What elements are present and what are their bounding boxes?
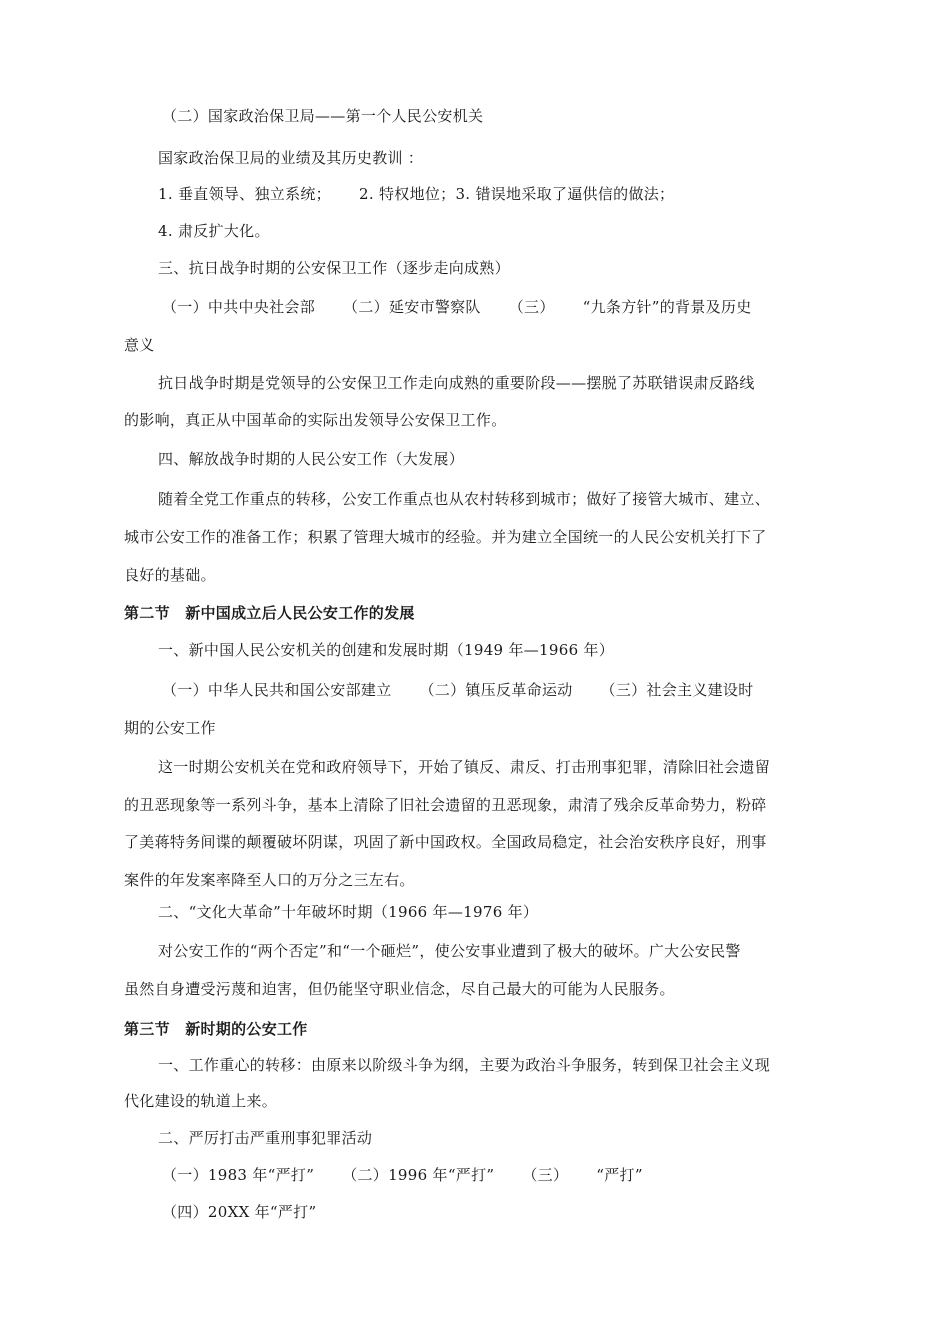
- list-item: 4. 肃反扩大化。: [158, 222, 270, 240]
- section-heading: 四、解放战争时期的人民公安工作（大发展）: [158, 450, 465, 468]
- section-heading: 一、新中国人民公安机关的创建和发展时期（1949 年—1966 年）: [158, 641, 615, 659]
- list-item: （四）20XX 年“严打”: [162, 1203, 317, 1221]
- list-item: 2. 特权地位；3. 错误地采取了逼供信的做法；: [358, 185, 675, 203]
- subsection-list-line: [162, 296, 872, 318]
- chapter-section-title: 第三节 新时期的公安工作: [124, 1020, 308, 1038]
- list-item: （一）1983 年“严打”: [162, 1166, 315, 1184]
- section-heading: 二、严厉打击严重刑事犯罪活动: [158, 1129, 373, 1147]
- paragraph-line: 对公安工作的“两个否定”和“一个砸烂”，使公安事业遭到了极大的破坏。广大公安民警: [158, 942, 741, 960]
- subsection-list-line: [162, 679, 872, 701]
- paragraph-line: 一、工作重心的转移：由原来以阶级斗争为纲，主要为政治斗争服务，转到保卫社会主义现: [158, 1056, 771, 1074]
- list-item: （三）: [522, 1166, 569, 1184]
- paragraph-line: 代化建设的轨道上来。: [124, 1092, 278, 1110]
- paragraph-line: 意义: [124, 336, 155, 354]
- list-item: （一）中共中央社会部: [162, 298, 316, 316]
- list-line: [158, 183, 868, 205]
- paragraph-line: 这一时期公安机关在党和政府领导下，开始了镇反、肃反、打击刑事犯罪，清除旧社会遗留: [158, 758, 771, 776]
- list-item: （三）: [508, 298, 555, 316]
- paragraph-line: 良好的基础。: [124, 566, 216, 584]
- chapter-section-title: 第二节 新中国成立后人民公安工作的发展: [124, 604, 415, 622]
- paragraph-line: 抗日战争时期是党领导的公安保卫工作走向成熟的重要阶段——摆脱了苏联错误肃反路线: [158, 374, 755, 392]
- paragraph-line: 随着全党工作重点的转移，公安工作重点也从农村转移到城市；做好了接管大城市、建立、: [158, 490, 771, 508]
- list-item: 1. 垂直领导、独立系统；: [158, 185, 331, 203]
- paragraph-line: 虽然自身遭受污蔑和迫害，但仍能坚守职业信念，尽自己最大的可能为人民服务。: [124, 980, 675, 998]
- section-heading: 三、抗日战争时期的公安保卫工作（逐步走向成熟）: [158, 259, 510, 277]
- paragraph-line: 案件的年发案率降至人口的万分之三左右。: [124, 871, 415, 889]
- paragraph-line: 期的公安工作: [124, 719, 216, 737]
- paragraph-line: 城市公安工作的准备工作；积累了管理大城市的经验。并为建立全国统一的人民公安机关打下了: [124, 528, 767, 546]
- paragraph-line: 的丑恶现象等一系列斗争，基本上清除了旧社会遗留的丑恶现象，肃清了残余反革命势力，粉碎: [124, 796, 767, 814]
- list-item: （二）1996 年“严打”: [342, 1166, 495, 1184]
- subsection-list-line: [162, 1164, 872, 1186]
- paragraph-line: 了美蒋特务间谍的颠覆破坏阴谋，巩固了新中国政权。全国政局稳定，社会治安秩序良好，刑事: [124, 833, 767, 851]
- list-item: “九条方针”的背景及历史: [582, 298, 752, 316]
- list-item: （二）镇压反革命运动: [419, 681, 573, 699]
- list-item: “严打”: [596, 1166, 643, 1184]
- section-heading: 二、“文化大革命”十年破坏时期（1966 年—1976 年）: [158, 903, 539, 921]
- list-item: （三）社会主义建设时: [600, 681, 754, 699]
- list-item: （一）中华人民共和国公安部建立: [162, 681, 392, 699]
- list-item: （二）延安市警察队: [343, 298, 481, 316]
- paragraph-line: 国家政治保卫局的业绩及其历史教训 ：: [158, 149, 424, 167]
- paragraph-line: 的影响，真正从中国革命的实际出发领导公安保卫工作。: [124, 411, 507, 429]
- subsection-heading: （二）国家政治保卫局——第一个人民公安机关: [162, 107, 484, 125]
